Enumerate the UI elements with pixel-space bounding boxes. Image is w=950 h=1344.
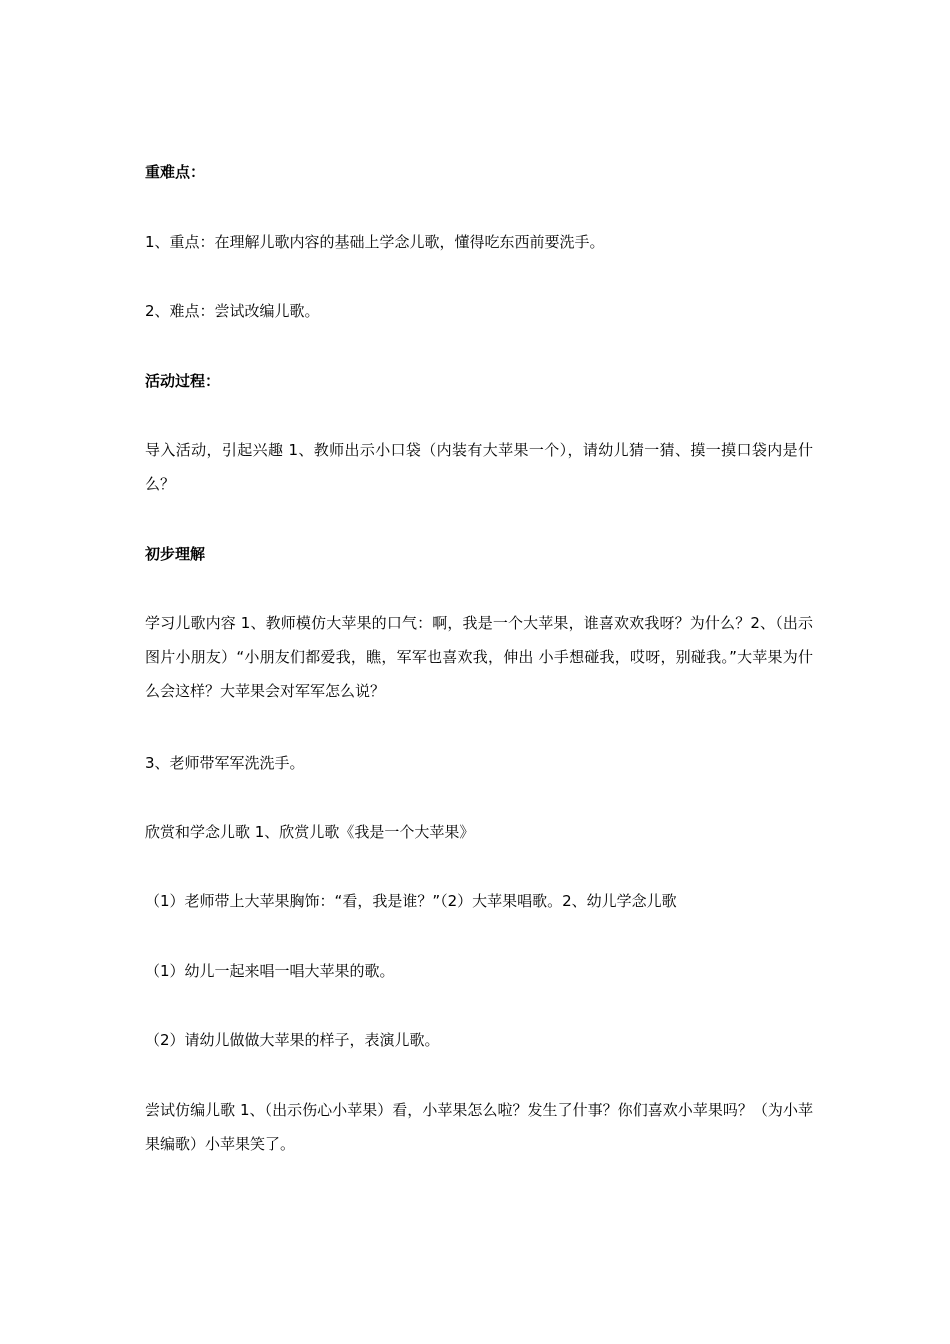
- appreciate-line: 欣赏和学念儿歌 1、欣赏儿歌《我是一个大苹果》: [145, 823, 475, 841]
- intro-paragraph: 导入活动，引起兴趣 1、教师出示小口袋（内装有大苹果一个），请幼儿猜一猜、摸一摸口袋内是什么？: [145, 441, 813, 493]
- heading-key-points: 重难点：: [145, 163, 206, 181]
- step-3: 3、老师带军军洗洗手。: [145, 754, 305, 772]
- adapt-paragraph: 尝试仿编儿歌 1、（出示伤心小苹果）看，小苹果怎么啦？发生了什事？你们喜欢小苹果吗？（为小苹果编歌）小苹果笑了。: [145, 1101, 813, 1153]
- learn-paragraph: 学习儿歌内容 1、教师模仿大苹果的口气：啊，我是一个大苹果，谁喜欢欢我呀？为什么？2、（出示图片小朋友）“小朋友们都爱我，瞧，军军也喜欢我，伸出 小手想碰我，哎呀，别碰我。”大苹果为什么会这样？大苹果会对军军怎么说？: [145, 614, 813, 700]
- appreciate-sub-1: （1）老师带上大苹果胸饰：“看，我是谁？”（2）大苹果唱歌。2、幼儿学念儿歌: [145, 892, 677, 910]
- recite-sub-1: （1）幼儿一起来唱一唱大苹果的歌。: [145, 962, 395, 980]
- heading-understanding: 初步理解: [145, 545, 206, 563]
- key-point-1: 1、重点：在理解儿歌内容的基础上学念儿歌，懂得吃东西前要洗手。: [145, 233, 605, 251]
- key-point-2: 2、难点：尝试改编儿歌。: [145, 302, 320, 320]
- heading-process: 活动过程：: [145, 372, 221, 390]
- recite-sub-2: （2）请幼儿做做大苹果的样子，表演儿歌。: [145, 1031, 440, 1049]
